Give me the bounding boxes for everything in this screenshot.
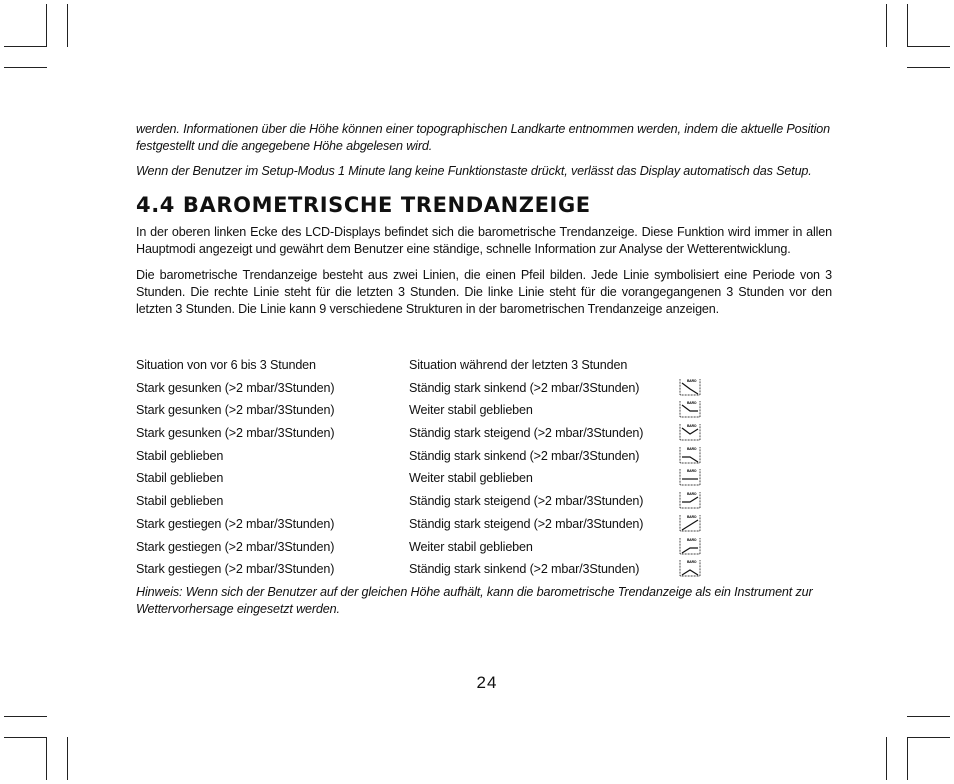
baro-trend-icon	[679, 491, 701, 509]
baro-label: BARO	[687, 401, 697, 405]
baro-label: BARO	[687, 424, 697, 428]
cell-before: Stark gesunken (>2 mbar/3Stunden)	[136, 426, 335, 440]
baro-label: BARO	[687, 560, 697, 564]
intro-paragraph-1: werden. Informationen über die Höhe können einer topographischen Landkarte entnommen werden, indem die aktuelle Position festgestellt und die angegebene Höhe abgelesen wird.	[136, 122, 831, 153]
cell-last: Weiter stabil geblieben	[409, 403, 533, 417]
cell-before: Stabil geblieben	[136, 471, 224, 485]
cell-last: Weiter stabil geblieben	[409, 540, 533, 554]
baro-label: BARO	[687, 492, 697, 496]
baro-label: BARO	[687, 447, 697, 451]
baro-label: BARO	[687, 469, 697, 473]
cell-last: Ständig stark steigend (>2 mbar/3Stunden)	[409, 426, 644, 440]
cell-before: Stabil geblieben	[136, 494, 224, 508]
cell-last: Ständig stark sinkend (>2 mbar/3Stunden)	[409, 562, 640, 576]
baro-label: BARO	[687, 515, 697, 519]
cell-last: Ständig stark steigend (>2 mbar/3Stunden)	[409, 517, 644, 531]
section-paragraph-2: Die barometrische Trendanzeige besteht aus zwei Linien, die einen Pfeil bilden. Jede Linie symbolisiert eine Periode von 3 Stunden. Die rechte Linie steht für die letzten 3 Stunden. Die linke Linie steht für die vorangegangenen 3 Stunden vor den letzten 3 Stunden. Die Linie kann 9 verschiedene Strukturen in der barometrischen Trendanzeige anzeigen.	[136, 268, 832, 316]
section-title: 4.4 BAROMETRISCHE TRENDANZEIGE	[136, 193, 591, 217]
baro-trend-icon	[679, 378, 701, 396]
baro-trend-icon	[679, 468, 701, 486]
baro-trend-icon	[679, 446, 701, 464]
cell-last: Ständig stark steigend (>2 mbar/3Stunden)	[409, 494, 644, 508]
page-number: 24	[476, 673, 498, 692]
header-last: Situation während der letzten 3 Stunden	[409, 358, 628, 372]
note: Hinweis: Wenn sich der Benutzer auf der gleichen Höhe aufhält, kann die barometrische Trendanzeige als ein Instrument zur Wettervorhersage eingesetzt werden.	[136, 585, 813, 616]
cell-last: Ständig stark sinkend (>2 mbar/3Stunden)	[409, 381, 640, 395]
header-before: Situation von vor 6 bis 3 Stunden	[136, 358, 316, 372]
cell-before: Stabil geblieben	[136, 449, 224, 463]
baro-trend-icon	[679, 423, 701, 441]
cell-last: Weiter stabil geblieben	[409, 471, 533, 485]
baro-label: BARO	[687, 379, 697, 383]
baro-trend-icon	[679, 400, 701, 418]
page-content	[136, 121, 832, 318]
cell-before: Stark gestiegen (>2 mbar/3Stunden)	[136, 517, 335, 531]
cell-before: Stark gesunken (>2 mbar/3Stunden)	[136, 403, 335, 417]
baro-trend-icon	[679, 514, 701, 532]
intro-paragraph-2: Wenn der Benutzer im Setup-Modus 1 Minute lang keine Funktionstaste drückt, verlässt das Display automatisch das Setup.	[136, 164, 812, 178]
cell-before: Stark gestiegen (>2 mbar/3Stunden)	[136, 562, 335, 576]
section-paragraph-1: In der oberen linken Ecke des LCD-Displays befindet sich die barometrische Trendanzeige. Diese Funktion wird immer in allen Hauptmodi angezeigt und gewährt dem Benutzer eine ständige, schnelle Information zur Analyse der Wetterentwicklung.	[136, 225, 832, 256]
cell-before: Stark gesunken (>2 mbar/3Stunden)	[136, 381, 335, 395]
cell-before: Stark gestiegen (>2 mbar/3Stunden)	[136, 540, 335, 554]
baro-trend-icon	[679, 537, 701, 555]
cell-last: Ständig stark sinkend (>2 mbar/3Stunden)	[409, 449, 640, 463]
baro-trend-icon	[679, 559, 701, 577]
baro-label: BARO	[687, 538, 697, 542]
